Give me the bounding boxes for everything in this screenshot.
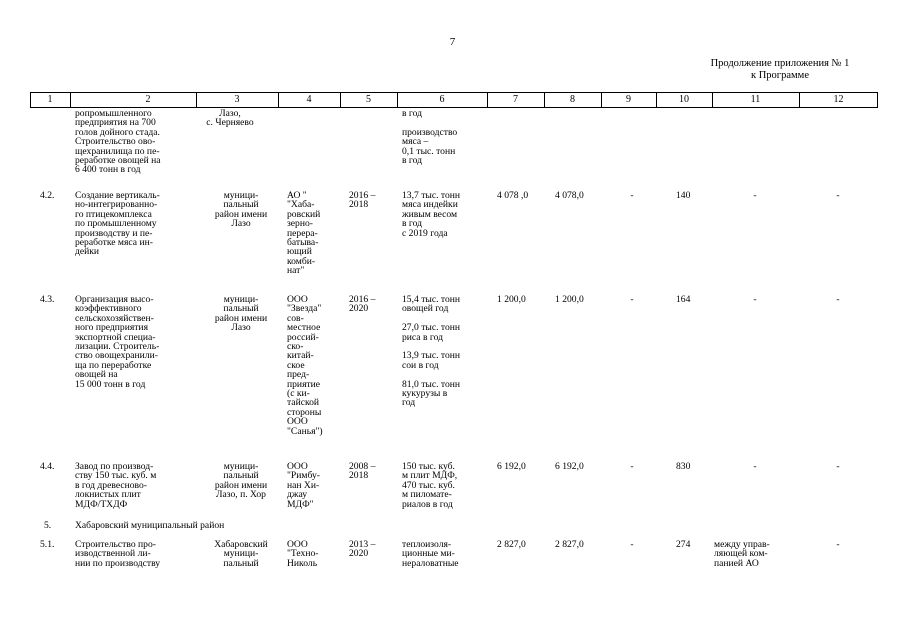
row-5-1-c12: - (836, 539, 840, 550)
continuation-line-2: к Программе (751, 70, 809, 81)
header-col-4: 4 (306, 94, 312, 105)
row-4-3-c7: 1 200,0 (497, 294, 526, 305)
row-4-2-c12: - (836, 190, 840, 201)
row-4-4-result: 150 тыс. куб. м плит МДФ, 470 тыс. куб. м пиломате- риалов в год (402, 461, 458, 510)
header-col-2: 2 (145, 94, 151, 105)
row-4-2-name: Создание вертикаль- но-интегрированно- го птицекомплекса по промышленному производству и пе- реработке мяса ин- дейки (75, 190, 160, 258)
row-4-3-result: 15,4 тыс. тонн овощей год 27,0 тыс. тонн риса в год 13,9 тыс. тонн сои в год 81,0 тыс. тонн кукурузы в год (402, 294, 461, 409)
row-cont-name: ропромышленного предприятия на 700 голов дойного стада. Строительство ово- щехранилища по пе- реработке овощей на 6 400 тонн в год (75, 108, 161, 176)
row-5-1-executor: ООО "Техно- Николь (287, 539, 319, 569)
header-col-5: 5 (366, 94, 371, 105)
row-5-1-result: теплоизоля- ционные ми- нераловатные (402, 539, 459, 569)
row-4-2-c7: 4 078 ,0 (497, 190, 529, 201)
row-4-2-c11: - (753, 190, 757, 201)
row-4-3-c10: 164 (676, 294, 691, 305)
header-col-8: 8 (570, 94, 575, 105)
row-4-4-c10: 830 (676, 461, 691, 472)
row-4-2-result: 13,7 тыс. тонн мяса индейки живым весом в год с 2019 года (402, 190, 461, 239)
row-5-1-c8: 2 827,0 (555, 539, 584, 550)
row-cont-location: Лазо, с. Черняево (206, 108, 254, 129)
row-4-3-name: Организация высо- коэффективного сельскохозяйствен- ного предприятия экспортной специа- лизации. Строитель- ство овощехранили- ща по переработке овощей на 15 000 тонн в год (75, 294, 160, 390)
continuation-line-1: Продолжение приложения № 1 (710, 58, 850, 69)
row-4-2-c9: - (630, 190, 634, 201)
header-col-7: 7 (513, 94, 518, 105)
row-4-3-executor: ООО "Звезда" сов- местное россий- ско- китай- ское пред- приятие (с ки- тайской стороны ООО "Санья") (287, 294, 323, 437)
row-4-2-executor: АО " "Хаба- ровский зерно- перера- батыва- ющий комби- нат" (287, 190, 321, 277)
row-5-1-name: Строительство про- изводственной ли- нии по производству (75, 539, 161, 569)
row-cont-result: в год производство мяса – 0,1 тыс. тонн в год (402, 108, 458, 167)
row-4-4-location: муници- пальный район имени Лазо, п. Хор (214, 461, 268, 501)
section-5-num: 5. (44, 520, 52, 531)
header-col-11: 11 (750, 94, 761, 105)
row-4-4-c12: - (836, 461, 840, 472)
row-4-2-location: муници- пальный район имени Лазо (214, 190, 268, 230)
row-5-1-period: 2013 – 2020 (349, 539, 376, 560)
row-4-2-num: 4.2. (40, 190, 55, 201)
row-4-3-c11: - (753, 294, 757, 305)
row-5-1-c11: между управ- ляющей ком- панией АО (714, 539, 770, 569)
header-col-10: 10 (679, 94, 689, 105)
row-4-4-c7: 6 192,0 (497, 461, 526, 472)
continuation-note (650, 58, 905, 82)
row-5-1-c10: 274 (676, 539, 691, 550)
row-4-4-name: Завод по производ- ству 150 тыс. куб. м в год древесново- локнистых плит МДФ/ТХДФ (75, 461, 157, 510)
row-4-3-location: муници- пальный район имени Лазо (214, 294, 268, 334)
row-4-4-executor: ООО "Римбу- нан Хи- джау МДФ" (287, 461, 320, 510)
row-4-4-c11: - (753, 461, 757, 472)
page-number: 7 (449, 36, 456, 48)
header-col-6: 6 (439, 94, 445, 105)
row-4-2-c10: 140 (676, 190, 691, 201)
header-col-3: 3 (234, 94, 240, 105)
row-4-4-num: 4.4. (40, 461, 55, 472)
header-col-9: 9 (626, 94, 631, 105)
row-4-3-num: 4.3. (40, 294, 55, 305)
table-header (30, 92, 878, 108)
row-4-3-c9: - (630, 294, 634, 305)
row-4-4-period: 2008 – 2018 (349, 461, 376, 482)
section-5-title: Хабаровский муниципальный район (75, 520, 225, 531)
header-col-12: 12 (833, 94, 844, 105)
row-5-1-c9: - (630, 539, 634, 550)
row-4-4-c8: 6 192,0 (555, 461, 584, 472)
row-4-2-c8: 4 078,0 (555, 190, 584, 201)
row-4-3-c8: 1 200,0 (555, 294, 584, 305)
row-4-4-c9: - (630, 461, 634, 472)
row-4-3-period: 2016 – 2020 (349, 294, 376, 315)
row-5-1-location: Хабаровский муници- пальный (214, 539, 268, 569)
row-4-3-c12: - (836, 294, 840, 305)
row-4-2-period: 2016 – 2018 (349, 190, 376, 211)
row-5-1-c7: 2 827,0 (497, 539, 526, 550)
header-col-1: 1 (47, 94, 53, 105)
row-5-1-num: 5.1. (40, 539, 55, 550)
